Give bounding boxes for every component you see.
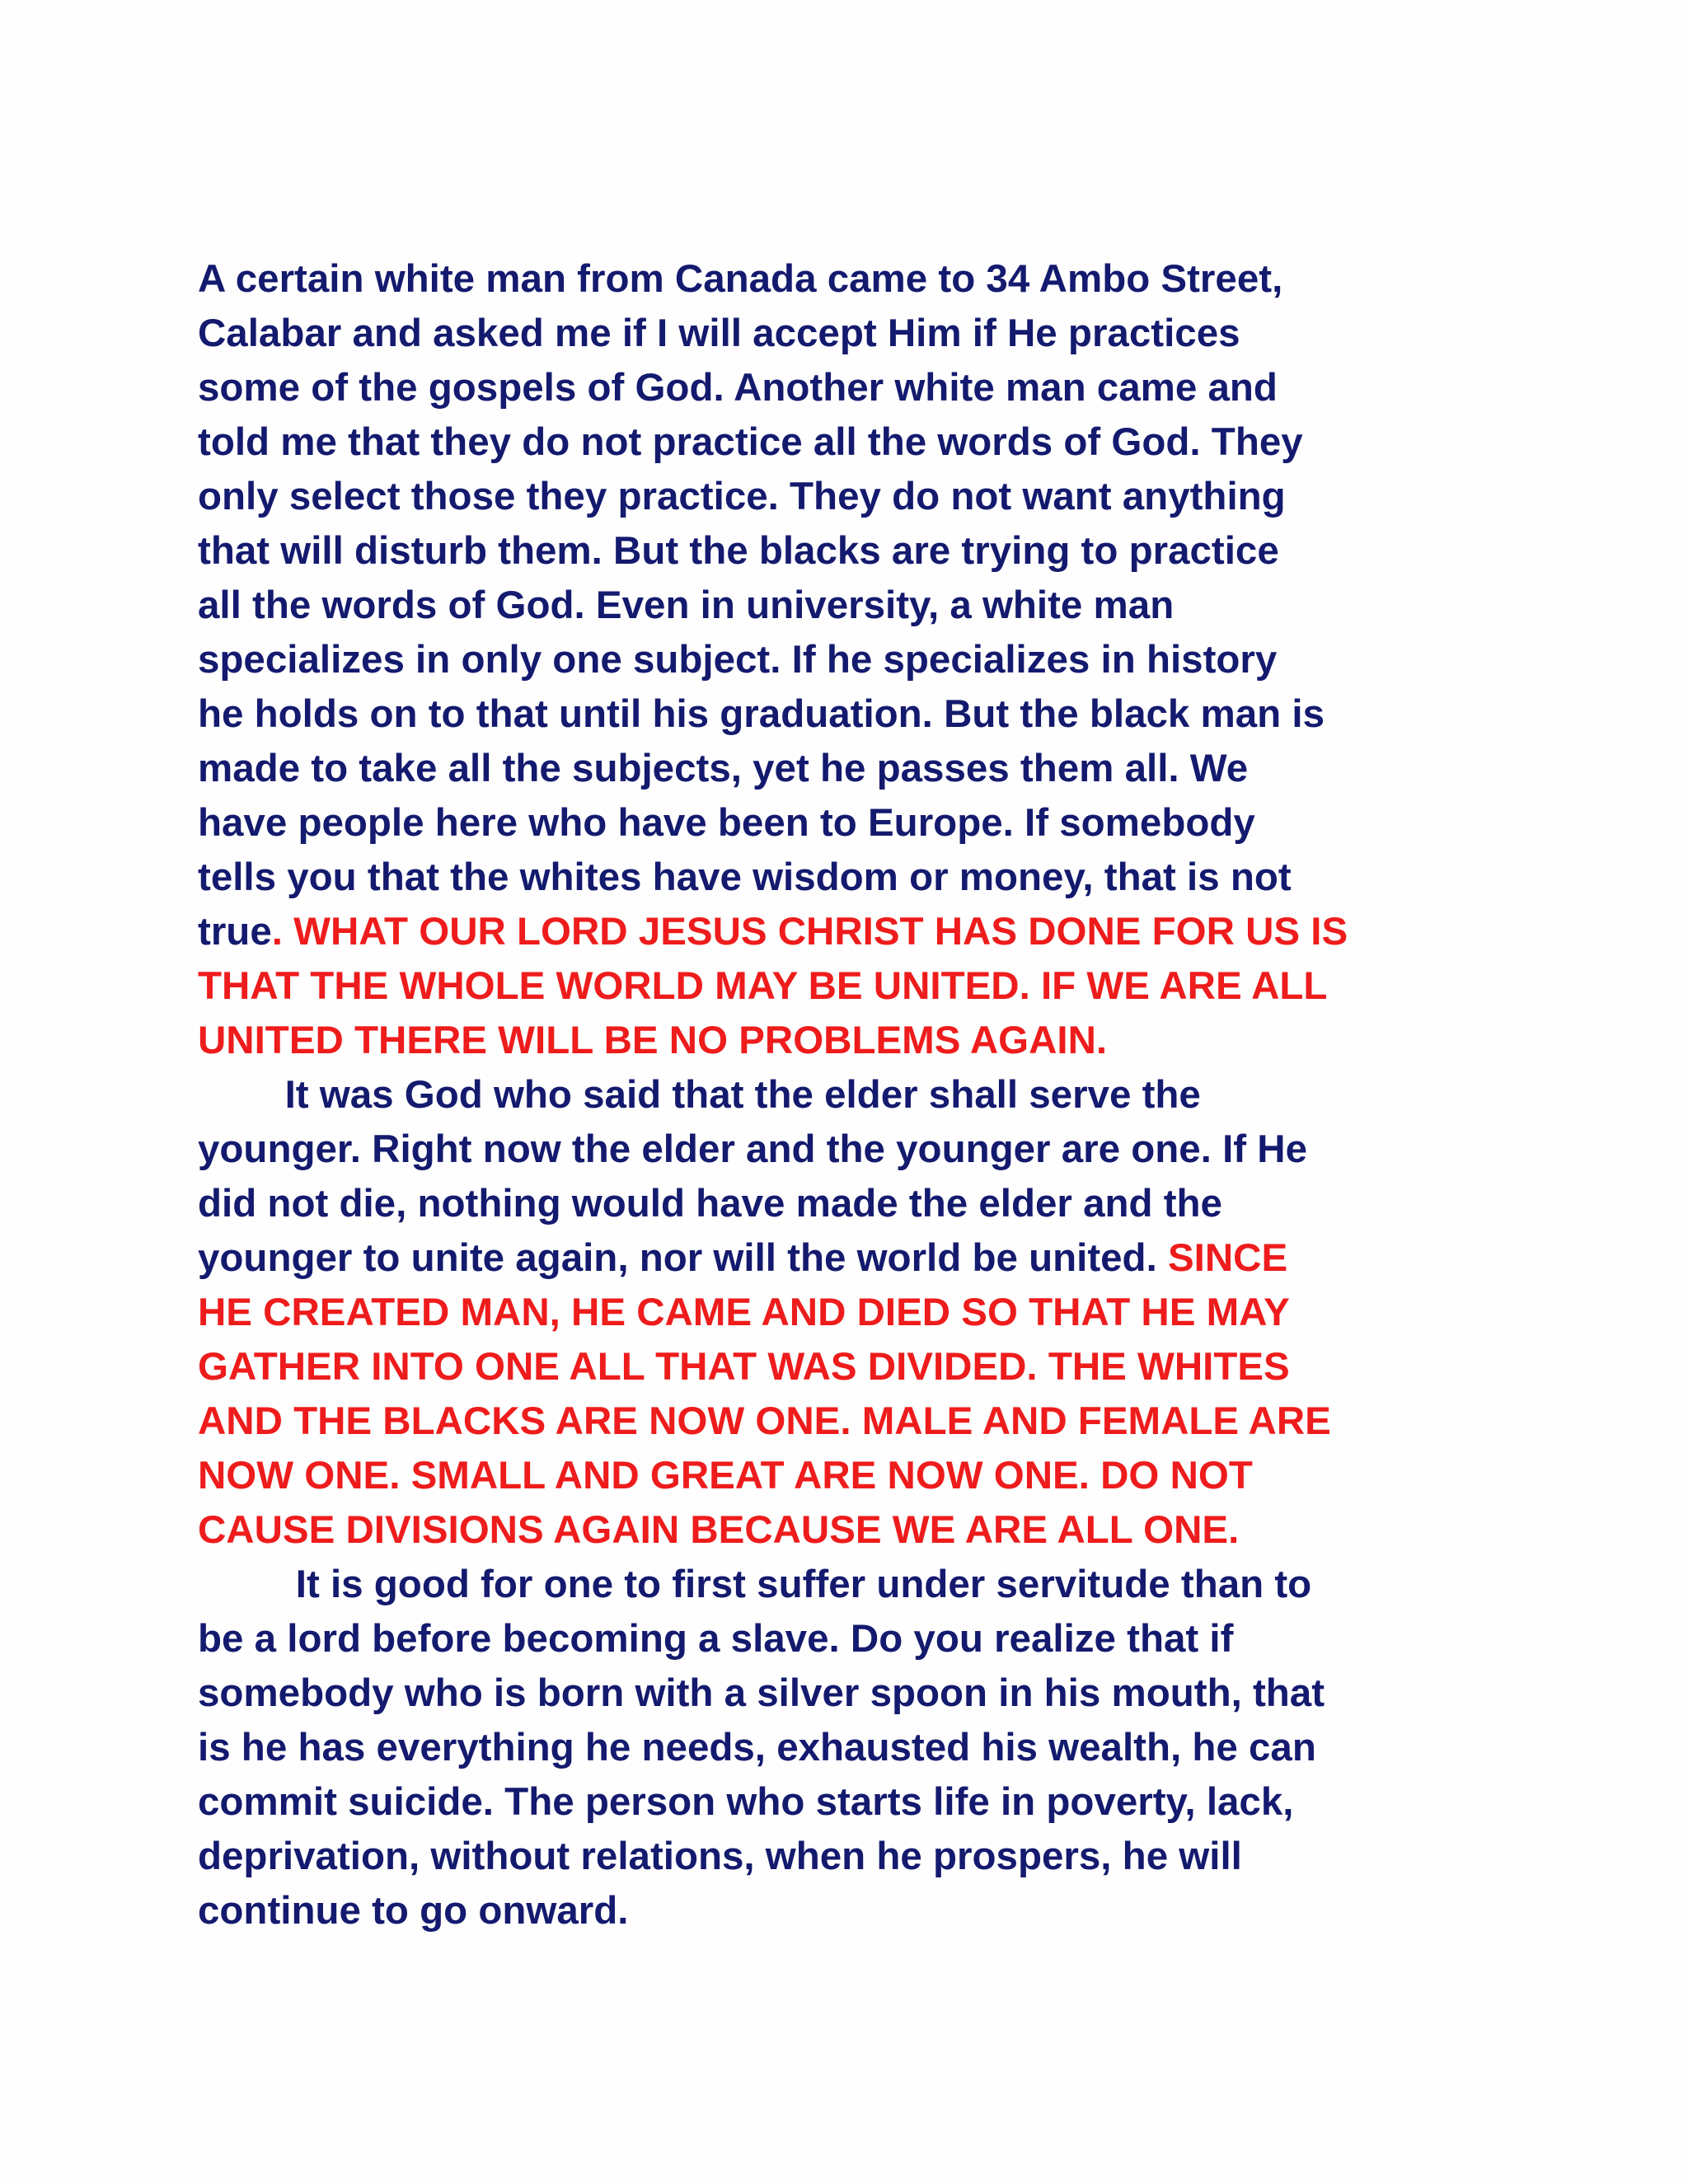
text-line — [198, 796, 1500, 851]
text-line — [198, 1177, 1500, 1231]
text-line — [198, 470, 1500, 524]
text-line — [198, 959, 1500, 1014]
text-line — [198, 1394, 1500, 1449]
body-text-run: continue to go onward. — [198, 1889, 629, 1933]
emphasis-text: SINCE — [1167, 1236, 1288, 1280]
body-text-run: some of the gospels of God. Another white man came and — [198, 366, 1278, 410]
text-line — [198, 1884, 1500, 1938]
emphasis-text: GATHER INTO ONE ALL THAT WAS DIVIDED. THE WHITES — [198, 1345, 1290, 1389]
text-line — [198, 579, 1500, 633]
emphasis-text: CAUSE DIVISIONS AGAIN BECAUSE WE ARE ALL ONE. — [198, 1508, 1240, 1552]
body-text-run: have people here who have been to Europe. If somebody — [198, 801, 1255, 845]
text-line — [198, 1666, 1500, 1721]
text-line — [198, 524, 1500, 579]
body-text-run: specializes in only one subject. If he specializes in history — [198, 638, 1278, 682]
body-text-run: he holds on to that until his graduation. But the black man is — [198, 692, 1325, 736]
text-line — [198, 905, 1500, 959]
body-text-run: only select those they practice. They do not want anything — [198, 475, 1286, 518]
body-text-run: It is good for one to first suffer under servitude than to — [198, 1563, 1312, 1606]
text-line — [198, 1122, 1500, 1177]
text-line — [198, 1503, 1500, 1558]
emphasis-text: AND THE BLACKS ARE NOW ONE. MALE AND FEMALE ARE — [198, 1399, 1331, 1443]
emphasis-text: . WHAT OUR LORD JESUS CHRIST HAS DONE FOR US IS — [271, 910, 1348, 954]
text-line — [198, 1231, 1500, 1286]
text-line — [198, 851, 1500, 905]
body-text-run: be a lord before becoming a slave. Do you realize that if — [198, 1617, 1234, 1661]
body-text-run: that will disturb them. But the blacks are trying to practice — [198, 529, 1279, 573]
text-line — [198, 415, 1500, 470]
text-line — [198, 1558, 1500, 1612]
body-text-run: is he has everything he needs, exhausted his wealth, he can — [198, 1726, 1316, 1769]
body-text-run: A certain white man from Canada came to 34 Ambo Street, — [198, 257, 1283, 301]
text-line — [198, 1014, 1500, 1068]
text-line — [198, 307, 1500, 361]
text-line — [198, 1721, 1500, 1775]
emphasis-text: NOW ONE. SMALL AND GREAT ARE NOW ONE. DO NOT — [198, 1454, 1253, 1497]
body-text-run: tells you that the whites have wisdom or money, that is not — [198, 855, 1292, 899]
text-line — [198, 361, 1500, 415]
text-line — [198, 1775, 1500, 1830]
body-text-run: true — [198, 910, 272, 954]
body-text-run: It was God who said that the elder shall serve the — [198, 1073, 1201, 1117]
text-line — [198, 633, 1500, 687]
text-line — [198, 742, 1500, 796]
text-line — [198, 1449, 1500, 1503]
body-text-run: all the words of God. Even in university, a white man — [198, 583, 1175, 627]
body-text-run: did not die, nothing would have made the elder and the — [198, 1182, 1222, 1226]
emphasis-text: HE CREATED MAN, HE CAME AND DIED SO THAT HE MAY — [198, 1291, 1290, 1334]
body-text-run: Calabar and asked me if I will accept Him if He practices — [198, 312, 1240, 355]
text-line — [198, 1068, 1500, 1122]
text-line — [198, 1286, 1500, 1340]
body-text-run: made to take all the subjects, yet he passes them all. We — [198, 747, 1249, 790]
text-line — [198, 1612, 1500, 1666]
body-text — [198, 252, 1500, 1938]
body-text-run: younger. Right now the elder and the younger are one. If He — [198, 1127, 1308, 1171]
body-text-run: somebody who is born with a silver spoon in his mouth, that — [198, 1671, 1325, 1715]
body-text-run: commit suicide. The person who starts life in poverty, lack, — [198, 1780, 1294, 1824]
text-line — [198, 252, 1500, 307]
text-line — [198, 1340, 1500, 1394]
body-text-run: younger to unite again, nor will the world be united. — [198, 1236, 1168, 1280]
body-text-run: told me that they do not practice all the words of God. They — [198, 420, 1303, 464]
text-line — [198, 687, 1500, 742]
emphasis-text: UNITED THERE WILL BE NO PROBLEMS AGAIN. — [198, 1019, 1108, 1062]
text-line — [198, 1830, 1500, 1884]
body-text-run: deprivation, without relations, when he prospers, he will — [198, 1835, 1242, 1878]
emphasis-text: THAT THE WHOLE WORLD MAY BE UNITED. IF WE ARE ALL — [198, 964, 1328, 1008]
